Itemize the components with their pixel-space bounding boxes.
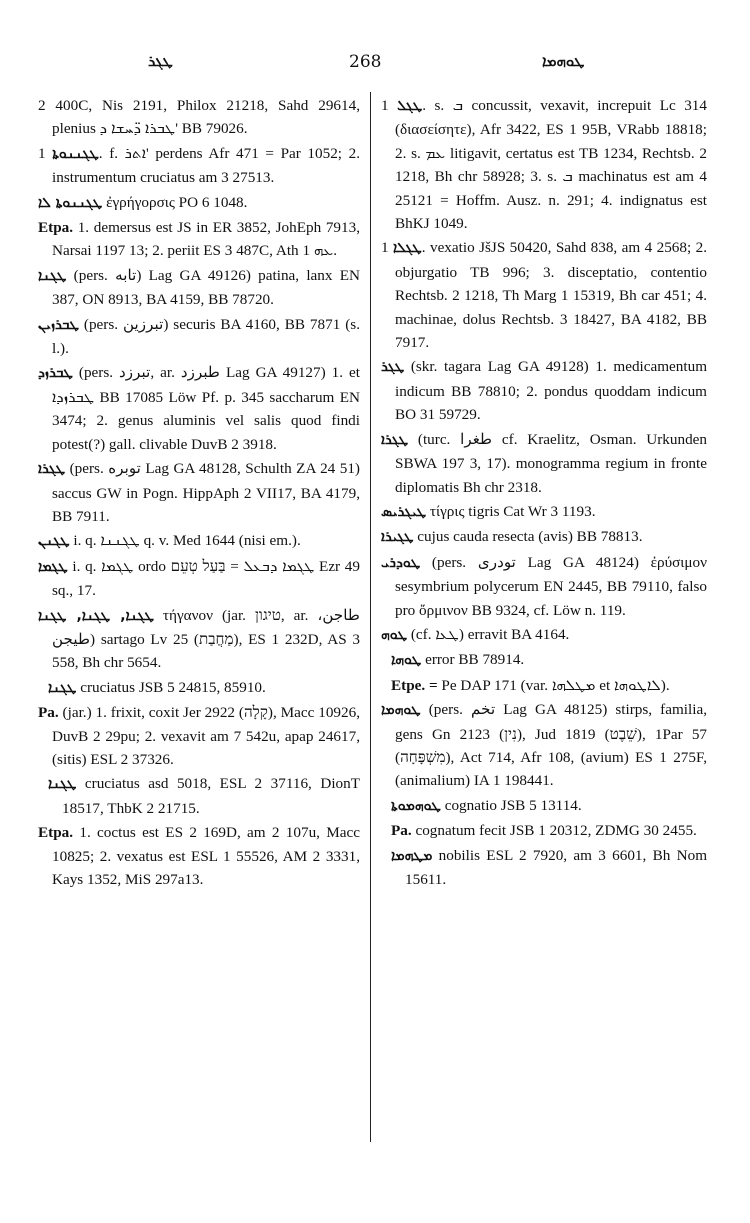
entry-definition: (pers. تودری Lag GA 48124) ἐρύσιμον sesymbrium polycerum EN 2445, BB 79110, falso pro ὄρμινον BB 9324, cf. Löw n. 119. <box>395 553 707 619</box>
entry-headword: ܡܛܗܡܐ <box>391 847 433 864</box>
dictionary-entry <box>381 428 707 499</box>
dictionary-entry <box>38 604 360 675</box>
entry-definition: (pers. تبرزد, ar. طبرزد Lag GA 49127) 1. et ܛܒܪܙܕܐ BB 17085 Löw Pf. p. 345 saccharum EN 3474; 2. genus aluminis vel salis quod findi potest(?) gall. clivable DuvB 2 3918. <box>52 364 360 453</box>
entry-headword: ܛܘܗܡܘܬܐ <box>391 797 441 814</box>
entry-definition: (skr. tagara Lag GA 49128) 1. medicamentum indicum BB 78810; 2. pondus quoddam indicum BO 31 59729. <box>395 358 708 424</box>
dictionary-entry <box>38 94 360 141</box>
entry-definition: ἐγρήγορσις PO 6 1048. <box>106 193 248 211</box>
entry-stem-label: Pa. <box>391 822 412 840</box>
entry-headword: ܛܓܢܢ <box>38 533 70 550</box>
dictionary-entry <box>38 457 360 528</box>
entry-definition: cognatio JSB 5 13114. <box>444 796 582 814</box>
entry-headword: ܛܝܓܪܝܣ <box>381 503 427 520</box>
dictionary-entry <box>381 355 707 426</box>
entry-definition: 1. demersus est JS in ER 3852, JohEph 7913, Narsai 1197 13; 2. periit ES 3 487C, Ath ܥܗ 1. <box>52 219 361 260</box>
header-right-word: ܛܘܗܡܐ <box>542 52 585 70</box>
entry-headword: ܛܓܢܐ, ܛܓܢܐ, ܛܓܢܐ <box>38 607 154 624</box>
dictionary-entry <box>48 676 360 700</box>
entry-headword: ܛܘܗ <box>381 626 408 643</box>
entry-headword: ܛܒܪܙܝܢ <box>38 316 79 333</box>
entry-definition: (pers. توبره Lag GA 48128, Schulth ZA 24 51) saccus GW in Pogn. HippAph 2 VII17, BA 4179, BB 7911. <box>52 460 360 525</box>
dictionary-entry <box>38 821 360 891</box>
entry-definition: (pers. تبرزين) securis BA 4160, BB 7871 (s. l.). <box>52 315 361 358</box>
dictionary-entry <box>38 142 360 190</box>
entry-definition: (pers. تابه) Lag GA 49126) patina, lanx EN 387, ON 8913, BA 4159, BB 78720. <box>52 266 360 309</box>
dictionary-entry <box>381 94 707 235</box>
entry-definition: error BB 78914. <box>425 651 525 669</box>
entry-headword: ܛܓܝܪܐ <box>381 529 414 546</box>
entry-definition: 1. s. ܒ concussit, vexavit, increpuit Lc 314 (διασείσητε), Afr 3422, ES 1 95B, VRabb 18818; 2. s. ܥܡ litigavit, certatus est TB 1234, Rechtsb. 2 1218, Bh chr 58928; 3. s. ܒ machinatus est am 4 25121 = Hoffm. Ausz. n. 291; 4. indignatus est BhKJ 1049. <box>381 97 707 233</box>
entry-headword: ܛܓܠ <box>397 98 423 114</box>
dictionary-entry <box>38 264 360 312</box>
entry-definition: cujus cauda resecta (avis) BB 78813. <box>417 528 643 546</box>
entry-stem-label: Etpe. = <box>391 676 438 694</box>
entry-definition: (jar.) 1. frixit, coxit Jer 2922 (קָלָה), Macc 10926, DuvB 2 29pu; 2. vexavit am 7 542u, apap 24617, (sitis) ESL 2 37326. <box>52 704 360 768</box>
dictionary-entry <box>38 529 360 553</box>
entry-headword: ܛܘܗܐ <box>391 652 422 669</box>
entry-definition: cruciatus JSB 5 24815, 85910. <box>80 678 266 696</box>
entry-headword: ܛܓܪܐ <box>38 461 66 478</box>
entry-headword: ܛܒܪܙܕ <box>38 365 73 382</box>
entry-definition: 1. vexatio JšJS 50420, Sahd 838, am 4 2568; 2. objurgatio TB 996; 3. disceptatio, contentio Rechtsb. 2 1218, Th Marg 1 15319, Bh car 451; 4. machinae, dolus Rechtsb. 3 18427, BA 4182, BB 7917. <box>381 239 708 352</box>
column-divider <box>370 92 371 1142</box>
entry-headword: ܛܓܪܐ <box>381 431 409 448</box>
dictionary-entry <box>48 772 360 820</box>
entry-definition: τίγρις tigris Cat Wr 3 1193. <box>429 502 596 520</box>
entry-headword: ܛܓܪ <box>381 359 405 376</box>
entry-headword: ܛܘܕܪܝ <box>381 554 421 571</box>
dictionary-entry <box>381 698 707 793</box>
dictionary-entry <box>391 648 707 672</box>
right-column <box>381 94 707 892</box>
entry-definition: (pers. تخم Lag GA 48125) stirps, familia, gens Gn 2123 (נִין), Jud 1819 (שֵׁבֶט), 1Par 57 (מִשְׁפָּחָה), Act 714, Afr 108, (avium) ES 1 275F, (animalium) IA 1 198441. <box>395 701 708 790</box>
dictionary-entry <box>391 674 707 697</box>
entry-headword: ܛܓܢܢܘܬܐ <box>52 145 99 162</box>
dictionary-entry <box>38 361 360 456</box>
entry-stem-label: Etpa. <box>38 219 74 237</box>
entry-definition: i. q. ܛܓܢܢܐ q. v. Med 1644 (nisi em.). <box>73 532 301 550</box>
dictionary-entry <box>391 819 707 842</box>
entry-definition: τήγανον (jar. טיגון, ar. طاجن، طيجن) sartago Lv 25 (מַחֲבַת), ES 1 232D, AS 3 558, Bh chr 5654. <box>52 606 361 672</box>
entry-headword: ܛܓܢܐ <box>48 776 77 793</box>
page-number: 268 <box>349 52 382 72</box>
dictionary-entry <box>381 500 707 524</box>
entry-definition: Pe DAP 171 (var. ܡܛܠܗܐ et ܠܐܛܘܗܐ). <box>441 676 670 694</box>
dictionary-entry <box>38 191 360 215</box>
dictionary-entry <box>38 555 360 603</box>
dictionary-entry <box>391 794 707 818</box>
dictionary-entry <box>38 701 360 771</box>
entry-definition: (cf. ܛܥܐ) erravit BA 4164. <box>410 625 570 643</box>
entry-stem-label: Pa. <box>38 704 59 722</box>
entry-headword: ܛܘܗܡܐ <box>381 702 421 719</box>
page-header <box>0 52 750 74</box>
entry-definition: (turc. طغرا cf. Kraelitz, Osman. Urkunden SBWA 197 3, 17). monogramma regium in fronte diplomatis Bh chr 2318. <box>395 430 708 496</box>
entry-headword: ܛܓܢܐ <box>38 267 67 284</box>
dictionary-entry <box>38 313 360 361</box>
dictionary-entry <box>381 525 707 549</box>
entry-headword: ܛܓܢܐ <box>48 679 77 696</box>
entry-definition: cognatum fecit JSB 1 20312, ZDMG 30 2455. <box>415 822 697 840</box>
dictionary-entry <box>391 844 707 892</box>
entry-definition: cruciatus asd 5018, ESL 2 37116, DionT 18517, ThbK 2 21715. <box>62 775 360 817</box>
left-column <box>38 94 360 892</box>
entry-headword: ܛܓܡܐ <box>38 558 68 575</box>
entry-headword: ܛܓܢܢܘܬܐ ܠܐ <box>38 194 103 211</box>
entry-definition: 2 400C, Nis 2191, Philox 21218, Sahd 29614, plenius ܛܒܪܐ ܕ̈ܚܫܐ ܕ' BB 79026. <box>38 97 360 138</box>
dictionary-entry <box>381 623 707 647</box>
dictionary-entry <box>381 551 707 622</box>
dictionary-entry <box>381 236 707 354</box>
entry-stem-label: Etpa. <box>38 824 74 842</box>
entry-definition: 1. f. ܐܬܪ' perdens Afr 471 = Par 1052; 2. instrumentum cruciatus am 3 27513. <box>38 144 360 187</box>
header-left-word: ܛܓܪ <box>148 52 173 70</box>
entry-headword: ܛܓܠܐ <box>393 240 422 257</box>
dictionary-entry <box>38 216 360 263</box>
entry-definition: i. q. ܛܓܡܐ ordo ܛܓܡܐ ܕܒܥܠ = בַּעַל טְעֵם Ezr 49 sq., 17. <box>52 557 360 600</box>
entry-definition: nobilis ESL 2 7920, am 3 6601, Bh Nom 15611. <box>405 846 708 888</box>
entry-definition: 1. coctus est ES 2 169D, am 2 107u, Macc 10825; 2. vexatus est ESL 1 55526, AM 2 3331, Kays 1352, MiS 297a13. <box>52 824 361 888</box>
